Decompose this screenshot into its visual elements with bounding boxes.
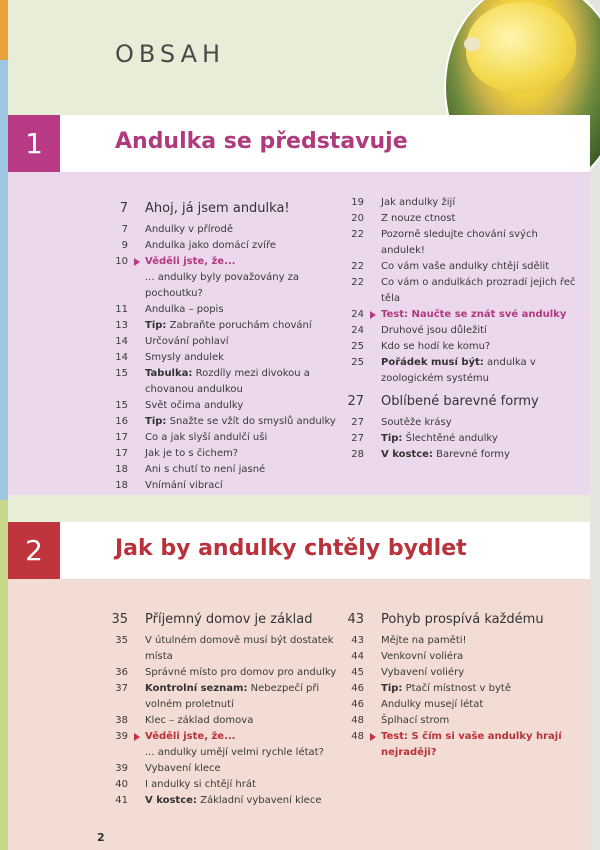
toc-entry-label: Tip: [381,433,403,444]
toc-entry-title: Andulka – popis [145,304,224,315]
toc-entry-title: Jak andulky žijí [381,197,456,208]
toc-entry-title: Základní vybavení klece [200,795,322,806]
toc-entry-label: Kontrolní seznam: [145,683,248,694]
toc-entry-text [145,681,340,713]
toc-entry [102,398,340,414]
toc-page-number: 38 [115,715,128,726]
toc-entry [338,681,576,697]
toc-entry [338,211,576,227]
toc-entry [102,793,340,809]
toc-page-number: 35 [111,612,128,627]
toc-page-number: 43 [347,612,364,627]
toc-entry-title: Nebezpečí při volném proletnutí [145,683,320,710]
toc-entry [102,761,340,777]
toc-page-number: 28 [351,449,364,460]
toc-page-number: 22 [351,229,364,240]
toc-entry-title: ... andulky umějí velmi rychle létat? [145,747,324,758]
toc-entry-text [381,713,576,729]
toc-entry [338,307,576,323]
toc-page-number: 41 [115,795,128,806]
toc-column-left [102,611,340,809]
toc-page-number: 13 [115,320,128,331]
toc-page-number: 43 [351,635,364,646]
toc-page-number: 19 [351,197,364,208]
toc-page-number: 14 [115,352,128,363]
toc-entry-text [381,665,576,681]
toc-entry [338,729,576,761]
toc-entry-label: Tabulka: [145,368,193,379]
toc-entry [102,681,340,713]
toc-entry-title: Svět očima andulky [145,400,244,411]
toc-entry-text [145,200,340,217]
toc-entry-title: Ptačí místnost v bytě [405,683,511,694]
toc-entry-text [381,431,576,447]
toc-entry-title: Venkovní voliéra [381,651,464,662]
toc-entry-text [381,339,576,355]
toc-entry [102,633,340,665]
toc-entry-title: Klec – základ domova [145,715,254,726]
toc-page-number: 20 [351,213,364,224]
toc-entry-text [145,270,340,302]
section-number: 2 [8,522,60,579]
toc-page-number: 25 [351,341,364,352]
toc-entry [102,222,340,238]
toc-entry [102,713,340,729]
toc-entry-title: ... andulky byly považovány za pochoutku? [145,272,300,299]
toc-entry-text [381,259,576,275]
section-1 [8,115,590,495]
toc-entry-text [145,633,340,665]
toc-entry-title: Co vám o andulkách prozradí jejich řeč těla [381,277,576,304]
toc-entry [338,431,576,447]
toc-entry-label: Tip: [381,683,403,694]
toc-entry [338,415,576,431]
toc-entry-text [381,195,576,211]
toc-entry-text [381,611,576,628]
toc-entry-text [145,729,340,745]
toc-entry-text [145,350,340,366]
toc-entry-title: Andulka jako domácí zvíře [145,240,276,251]
toc-page-number: 15 [115,400,128,411]
section-title: Andulka se představuje [115,129,408,154]
toc-page-number: 10 [102,254,128,270]
toc-entry-label: Tip: [145,416,167,427]
toc-entry-title: Vybavení klece [145,763,221,774]
toc-entry-title: Z nouze ctnost [381,213,456,224]
toc-entry-text [381,633,576,649]
section-number: 1 [8,115,60,172]
toc-page-number: 45 [351,667,364,678]
toc-entry-title: Soutěže krásy [381,417,452,428]
toc-page-number: 17 [115,432,128,443]
toc-page-number: 35 [115,635,128,646]
toc-page-number: 46 [351,699,364,710]
toc-entry-label: V kostce: [145,795,197,806]
toc-entry-text [145,302,340,318]
toc-entry-title: Co vám vaše andulky chtějí sdělit [381,261,550,272]
toc-page-number: 48 [351,715,364,726]
toc-entry-text [145,414,340,430]
toc-entry-title: Zabraňte poruchám chování [169,320,312,331]
toc-entry [102,366,340,398]
toc-entry-title: Test: S čím si vaše andulky hrají nejraději? [381,731,562,758]
toc-entry [102,302,340,318]
toc-entry-text [381,275,576,307]
toc-chapter-heading [102,200,340,217]
toc-entry-title: I andulky si chtějí hrát [145,779,256,790]
toc-entry-title: Ani s chutí to není jasné [145,464,266,475]
toc-entry-title: Šlechtěné andulky [405,433,498,444]
toc-page-number [102,270,128,302]
toc-entry-title: Pozorně sledujte chování svých andulek! [381,229,538,256]
page-title: OBSAH [115,40,226,68]
toc-entry-title: Snažte se vžít do smyslů andulky [169,416,336,427]
toc-entry-text [145,462,340,478]
page-number: 2 [97,831,105,844]
toc-page-number: 9 [121,240,128,251]
parakeet-body [466,2,576,92]
toc-page-number: 27 [347,394,364,409]
toc-entry-text [381,729,576,761]
toc-entry [102,254,340,270]
toc-entry-text [145,334,340,350]
toc-page-number: 24 [338,307,364,323]
toc-entry [102,350,340,366]
toc-page-number: 18 [115,480,128,491]
toc-entry-text [145,793,340,809]
toc-page-number: 36 [115,667,128,678]
toc-entry-title: Rozdíly mezi divokou a chovanou andulkou [145,368,310,395]
toc-entry [102,334,340,350]
toc-page-number: 16 [115,416,128,427]
toc-entry-title: Kdo se hodí ke komu? [381,341,491,352]
toc-entry [338,633,576,649]
toc-entry-text [381,681,576,697]
toc-entry-text [381,355,576,387]
toc-entry-label: Pořádek musí být: [381,357,484,368]
toc-entry-title: Pohyb prospívá každému [381,612,544,627]
toc-entry [338,355,576,387]
toc-column-right [338,195,576,463]
toc-page-number: 27 [351,417,364,428]
toc-entry [338,649,576,665]
toc-entry [102,270,340,302]
toc-entry-text [145,398,340,414]
toc-entry-text [145,254,340,270]
toc-entry-text [145,318,340,334]
toc-entry [102,665,340,681]
toc-entry-title: Příjemný domov je základ [145,612,313,627]
toc-page-number: 7 [119,201,128,216]
toc-entry-text [145,366,340,398]
toc-entry-title: andulka v zoologickém systému [381,357,536,384]
toc-entry-title: Druhové jsou důležití [381,325,487,336]
toc-entry-title: Andulky v přírodě [145,224,234,235]
toc-entry [102,462,340,478]
parakeet-beak [464,37,480,51]
toc-entry-text [145,430,340,446]
toc-entry [102,478,340,494]
left-edge-strip [0,0,8,850]
toc-entry-text [145,777,340,793]
toc-entry-text [145,222,340,238]
section-2 [8,522,590,850]
section-title: Jak by andulky chtěly bydlet [115,536,467,561]
toc-entry-title: Správné místo pro domov pro andulky [145,667,337,678]
toc-column-right [338,611,576,761]
toc-entry-text [381,415,576,431]
toc-entry-text [145,745,340,761]
toc-page-number: 15 [115,368,128,379]
toc-entry [338,447,576,463]
toc-entry-text [145,665,340,681]
toc-page-number: 18 [115,464,128,475]
toc-entry-title: Jak je to s čichem? [145,448,239,459]
toc-entry-text [381,697,576,713]
toc-entry [102,777,340,793]
toc-entry-text [381,211,576,227]
toc-page-number: 25 [351,357,364,368]
toc-entry-title: Určování pohlaví [145,336,229,347]
toc-column-left [102,200,340,494]
toc-page-number: 22 [351,277,364,288]
toc-page-number: 39 [102,729,128,745]
section-header [8,115,590,172]
toc-entry [102,414,340,430]
toc-page-number: 48 [338,729,364,761]
toc-page-number: 7 [121,224,128,235]
toc-entry [102,430,340,446]
toc-page-number: 40 [115,779,128,790]
toc-entry-title: Barevné formy [436,449,510,460]
toc-page-number: 39 [115,763,128,774]
toc-page-number: 11 [115,304,128,315]
toc-entry-text [145,761,340,777]
toc-entry-title: Smysly andulek [145,352,224,363]
toc-entry [338,339,576,355]
toc-entry-title: Andulky musejí létat [381,699,484,710]
toc-page-number: 17 [115,448,128,459]
toc-chapter-heading [102,611,340,628]
toc-entry-text [381,649,576,665]
toc-entry [102,238,340,254]
toc-entry-text [381,307,576,323]
toc-entry [102,745,340,761]
toc-page-number: 27 [351,433,364,444]
toc-entry-title: Ahoj, já jsem andulka! [145,201,290,216]
toc-entry-title: Test: Naučte se znát své andulky [381,309,567,320]
toc-entry [338,195,576,211]
toc-page-number: 24 [351,325,364,336]
toc-entry [338,665,576,681]
toc-entry-text [381,447,576,463]
section-header [8,522,590,579]
toc-page-number: 22 [351,261,364,272]
toc-entry-text [381,323,576,339]
toc-entry [338,275,576,307]
toc-entry-title: Co a jak slyší andulčí uši [145,432,268,443]
toc-chapter-heading [338,393,576,410]
toc-entry [102,318,340,334]
toc-entry-title: Šplhací strom [381,715,450,726]
toc-page-number: 44 [351,651,364,662]
toc-entry-title: Vnímání vibrací [145,480,223,491]
toc-page-number: 46 [351,683,364,694]
toc-entry [338,697,576,713]
toc-entry-text [381,393,576,410]
toc-entry-text [145,238,340,254]
toc-entry-text [145,478,340,494]
toc-page-number: 37 [115,683,128,694]
toc-entry-text [381,227,576,259]
toc-entry [338,259,576,275]
toc-entry [102,729,340,745]
toc-entry-title: Mějte na paměti! [381,635,467,646]
toc-entry [338,713,576,729]
toc-entry [338,227,576,259]
toc-page-number: 14 [115,336,128,347]
toc-entry-title: Věděli jste, že... [145,731,236,742]
toc-entry-title: V útulném domově musí být dostatek místa [145,635,334,662]
toc-entry [338,323,576,339]
toc-entry-label: Tip: [145,320,167,331]
toc-entry-title: Věděli jste, že... [145,256,236,267]
toc-entry-title: Vybavení voliéry [381,667,465,678]
toc-entry-label: V kostce: [381,449,433,460]
toc-entry-text [145,446,340,462]
toc-entry-text [145,611,340,628]
toc-entry-title: Oblíbené barevné formy [381,394,539,409]
toc-entry-text [145,713,340,729]
toc-page-number [102,745,128,761]
toc-chapter-heading [338,611,576,628]
toc-entry [102,446,340,462]
